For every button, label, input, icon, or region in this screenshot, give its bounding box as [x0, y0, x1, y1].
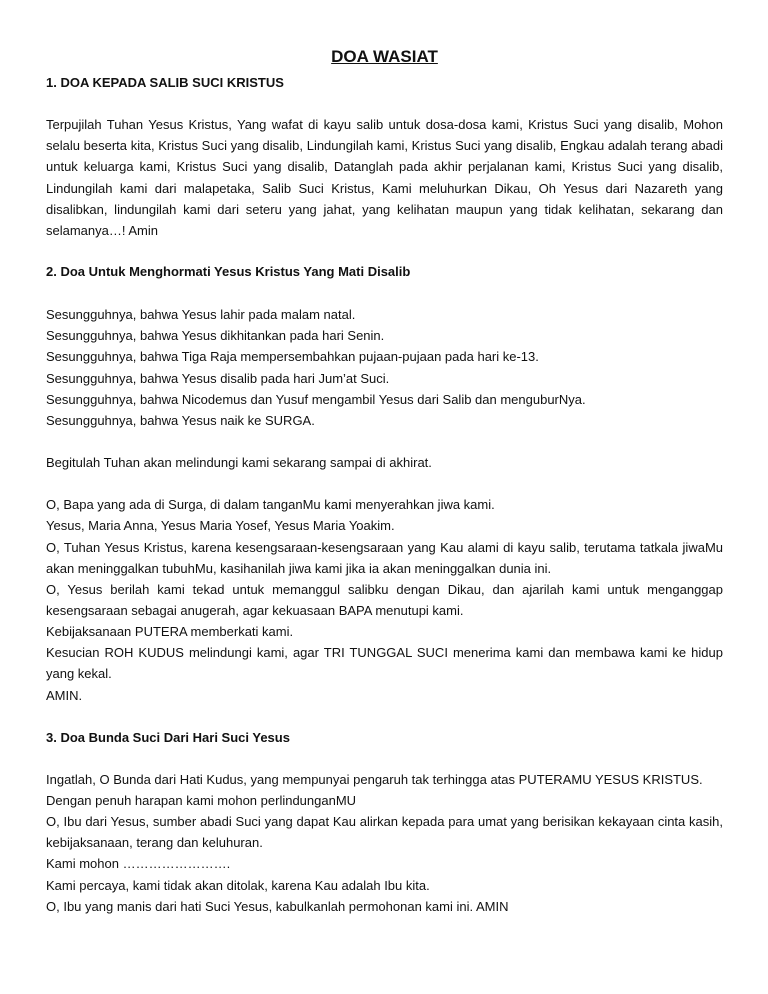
prayer-line: Kebijaksanaan PUTERA memberkati kami. [46, 624, 294, 639]
list-item: Sesungguhnya, bahwa Yesus naik ke SURGA. [46, 413, 315, 428]
section-3-line: O, Ibu dari Yesus, sumber abadi Suci yang dapat Kau alirkan kepada para umat yang berisikan kekayaan cinta kasih, kebijaksanaan, terang dan keluhuran. [46, 814, 723, 851]
prayer-line: O, Tuhan Yesus Kristus, karena kesengsaraan-kesengsaraan yang Kau alami di kayu salib, terutama tatkala jiwaMu akan meninggalkan tubuhMu, kasihanilah jiwa kami jika ia akan meninggalkan dunia ini. [46, 540, 723, 577]
list-item: Sesungguhnya, bahwa Nicodemus dan Yusuf mengambil Yesus dari Salib dan menguburNya. [46, 392, 586, 407]
section-3-line: Dengan penuh harapan kami mohon perlindunganMU [46, 793, 357, 808]
document-title: DOA WASIAT [331, 47, 438, 66]
prayer-line: O, Yesus berilah kami tekad untuk memanggul salibku dengan Dikau, dan ajarilah kami untuk menganggap kesengsaraan sebagai anugerah, agar kekuasaan BAPA menutupi kami. [46, 582, 723, 619]
prayer-line: AMIN. [46, 688, 83, 703]
section-3-line: Kami mohon ……………………. [46, 856, 231, 871]
section-2-heading: 2. Doa Untuk Menghormati Yesus Kristus Yang Mati Disalib [46, 264, 411, 279]
list-item: Sesungguhnya, bahwa Yesus dikhitankan pada hari Senin. [46, 328, 385, 343]
prayer-line: Kesucian ROH KUDUS melindungi kami, agar TRI TUNGGAL SUCI menerima kami dan membawa kami ke hidup yang kekal. [46, 645, 723, 682]
prayer-line: O, Bapa yang ada di Surga, di dalam tanganMu kami menyerahkan jiwa kami. [46, 497, 495, 512]
section-1-paragraph: Terpujilah Tuhan Yesus Kristus, Yang wafat di kayu salib untuk dosa-dosa kami, Kristus Suci yang disalib, Mohon selalu beserta kita, Kristus Suci yang disalib, Lindungilah kami, Kristus Suci yang disalib, Engkau adalah terang abadi untuk keluarga kami, Kristus Suci yang disalib, Datanglah pada akhir perjalanan kami, Kristus Suci yang disalib, Lindungilah kami dari malapetaka, Salib Suci Kristus, Kami meluhurkan Dikau, Oh Yesus dari Nazareth yang disalibkan, lindungilah kami dari seteru yang jahat, yang kelihatan maupun yang tidak kelihatan, sekarang dan selamanya…! Amin [46, 117, 723, 239]
list-item: Sesungguhnya, bahwa Yesus lahir pada malam natal. [46, 307, 356, 322]
section-3-line: O, Ibu yang manis dari hati Suci Yesus, kabulkanlah permohonan kami ini. AMIN [46, 899, 509, 914]
section-1-heading: 1. DOA KEPADA SALIB SUCI KRISTUS [46, 75, 284, 90]
prayer-line: Yesus, Maria Anna, Yesus Maria Yosef, Yesus Maria Yoakim. [46, 518, 395, 533]
section-3-line: Kami percaya, kami tidak akan ditolak, karena Kau adalah Ibu kita. [46, 878, 430, 893]
section-3-heading: 3. Doa Bunda Suci Dari Hari Suci Yesus [46, 730, 290, 745]
list-item: Sesungguhnya, bahwa Yesus disalib pada hari Jum’at Suci. [46, 371, 390, 386]
section-3-line: Ingatlah, O Bunda dari Hati Kudus, yang mempunyai pengaruh tak terhingga atas PUTERAMU YESUS KRISTUS. [46, 772, 703, 787]
list-item: Sesungguhnya, bahwa Tiga Raja mempersembahkan pujaan-pujaan pada hari ke-13. [46, 349, 539, 364]
section-2-closing: Begitulah Tuhan akan melindungi kami sekarang sampai di akhirat. [46, 455, 432, 470]
